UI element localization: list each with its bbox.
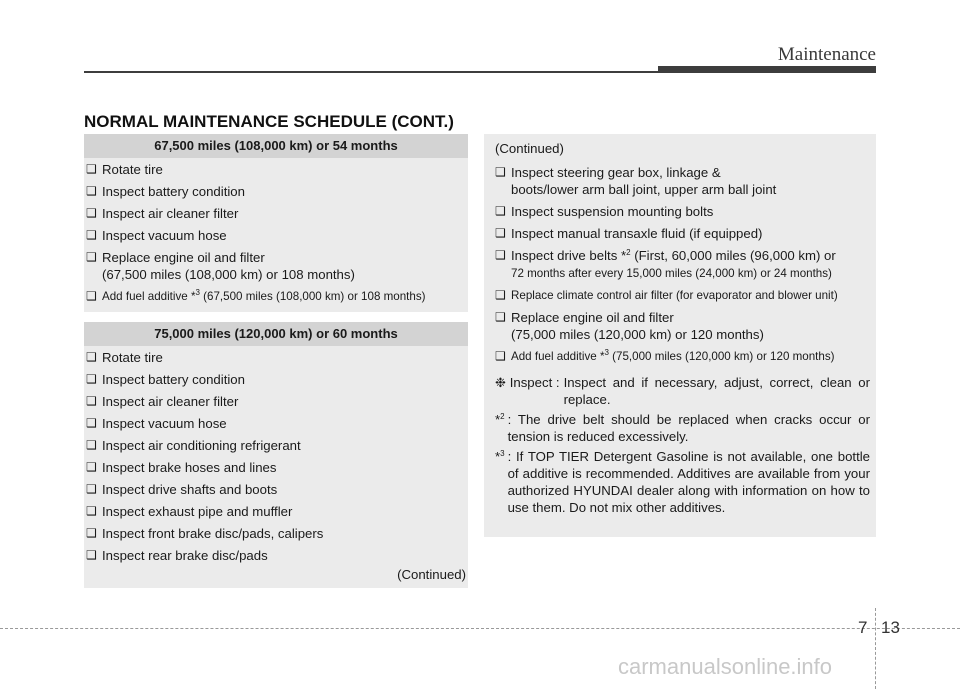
checkbox-icon: ❑ [86,372,97,386]
checkbox-icon: ❑ [495,288,506,302]
list-item: ❑ Rotate tire [86,162,163,177]
list-item: ❑ Inspect vacuum hose [86,416,227,431]
list-item: ❑ Replace engine oil and filter (67,500 miles (108,000 km) or 108 months) [86,250,355,282]
checkbox-icon: ❑ [86,460,97,474]
schedule-panel-continued [484,134,876,537]
list-item: ❑ Inspect drive shafts and boots [86,482,278,497]
list-item: ❑ Inspect rear brake disc/pads [86,548,268,563]
list-item: ❑ Add fuel additive *$^3$ (75,000 miles (120,000 km) or 120 months) [495,348,835,363]
checkbox-icon: ❑ [495,165,506,179]
checkbox-icon: ❑ [86,350,97,364]
list-item: ❑ Replace climate control air filter (for evaporator and blower unit) [495,288,838,302]
checkbox-icon: ❑ [86,526,97,540]
checkbox-icon: ❑ [86,548,97,562]
list-item: ❑ Inspect manual transaxle fluid (if equipped) [495,226,763,241]
checkbox-icon: ❑ [86,250,97,264]
list-item: ❑ Add fuel additive *$^3$ (67,500 miles (108,000 km) or 108 months) [86,288,426,303]
checkbox-icon: ❑ [495,349,506,363]
list-item: ❑ Inspect front brake disc/pads, calipers [86,526,324,541]
footnote-2: *$^2$ : The drive belt should be replaced when cracks occur or tension is reduced excessively. [495,412,870,444]
list-item: ❑ Inspect brake hoses and lines [86,460,277,475]
running-header: Maintenance [777,44,876,65]
checkbox-icon: ❑ [86,162,97,176]
page-number: 13 [881,618,900,637]
footnote-3: *$^3$ : If TOP TIER Detergent Gasoline is not available, one bottle of additive is recommended. Additives are available from your authorized HYUNDAI dealer along with information on how to use them. Do not mix other additives. [495,449,870,515]
list-item: ❑ Inspect air conditioning refrigerant [86,438,301,453]
checkbox-icon: ❑ [495,226,506,240]
list-item: ❑ Inspect air cleaner filter [86,394,239,409]
checkbox-icon: ❑ [86,184,97,198]
chapter-number: 7 [858,618,868,637]
list-item: ❑ Inspect vacuum hose [86,228,227,243]
checkbox-icon: ❑ [86,438,97,452]
continued-label: (Continued) [397,567,466,582]
checkbox-icon: ❑ [495,248,506,262]
checkbox-icon: ❑ [495,204,506,218]
list-item: ❑ Rotate tire [86,350,163,365]
list-item: ❑ Replace engine oil and filter (75,000 miles (120,000 km) or 120 months) [495,310,764,342]
continued-label: (Continued) [495,141,564,156]
schedule-panel-67500 [84,134,468,312]
checkbox-icon: ❑ [86,394,97,408]
schedule-panel-75000 [84,322,468,588]
list-item: ❑ Inspect battery condition [86,372,245,387]
list-item: ❑ Inspect suspension mounting bolts [495,204,714,219]
header-rule-bar [658,66,876,73]
list-item: ❑ Inspect steering gear box, linkage & boots/lower arm ball joint, upper arm ball joint [495,165,777,197]
list-item: ❑ Inspect air cleaner filter [86,206,239,221]
inspect-note: ❉ Inspect : Inspect and if necessary, adjust, correct, clean or replace. [495,375,870,407]
checkbox-icon: ❑ [86,504,97,518]
footer-divider [875,608,876,689]
list-item: ❑ Inspect battery condition [86,184,245,199]
list-item: ❑ Inspect drive belts *$^2$ (First, 60,000 miles (96,000 km) or 72 months after every 15,000 miles (24,000 km) or 24 months) [495,248,836,280]
checkbox-icon: ❑ [86,482,97,496]
checkbox-icon: ❑ [495,310,506,324]
checkbox-icon: ❑ [86,228,97,242]
watermark: carmanualsonline.info [618,654,833,679]
header-rule [84,71,660,73]
checkbox-icon: ❑ [86,206,97,220]
list-item: ❑ Inspect exhaust pipe and muffler [86,504,293,519]
checkbox-icon: ❑ [86,416,97,430]
checkbox-icon: ❑ [86,289,97,303]
interval-heading: 75,000 miles (120,000 km) or 60 months [84,322,468,346]
interval-heading: 67,500 miles (108,000 km) or 54 months [84,134,468,158]
footer-rule [0,628,960,629]
section-title: NORMAL MAINTENANCE SCHEDULE (CONT.) [84,112,454,131]
